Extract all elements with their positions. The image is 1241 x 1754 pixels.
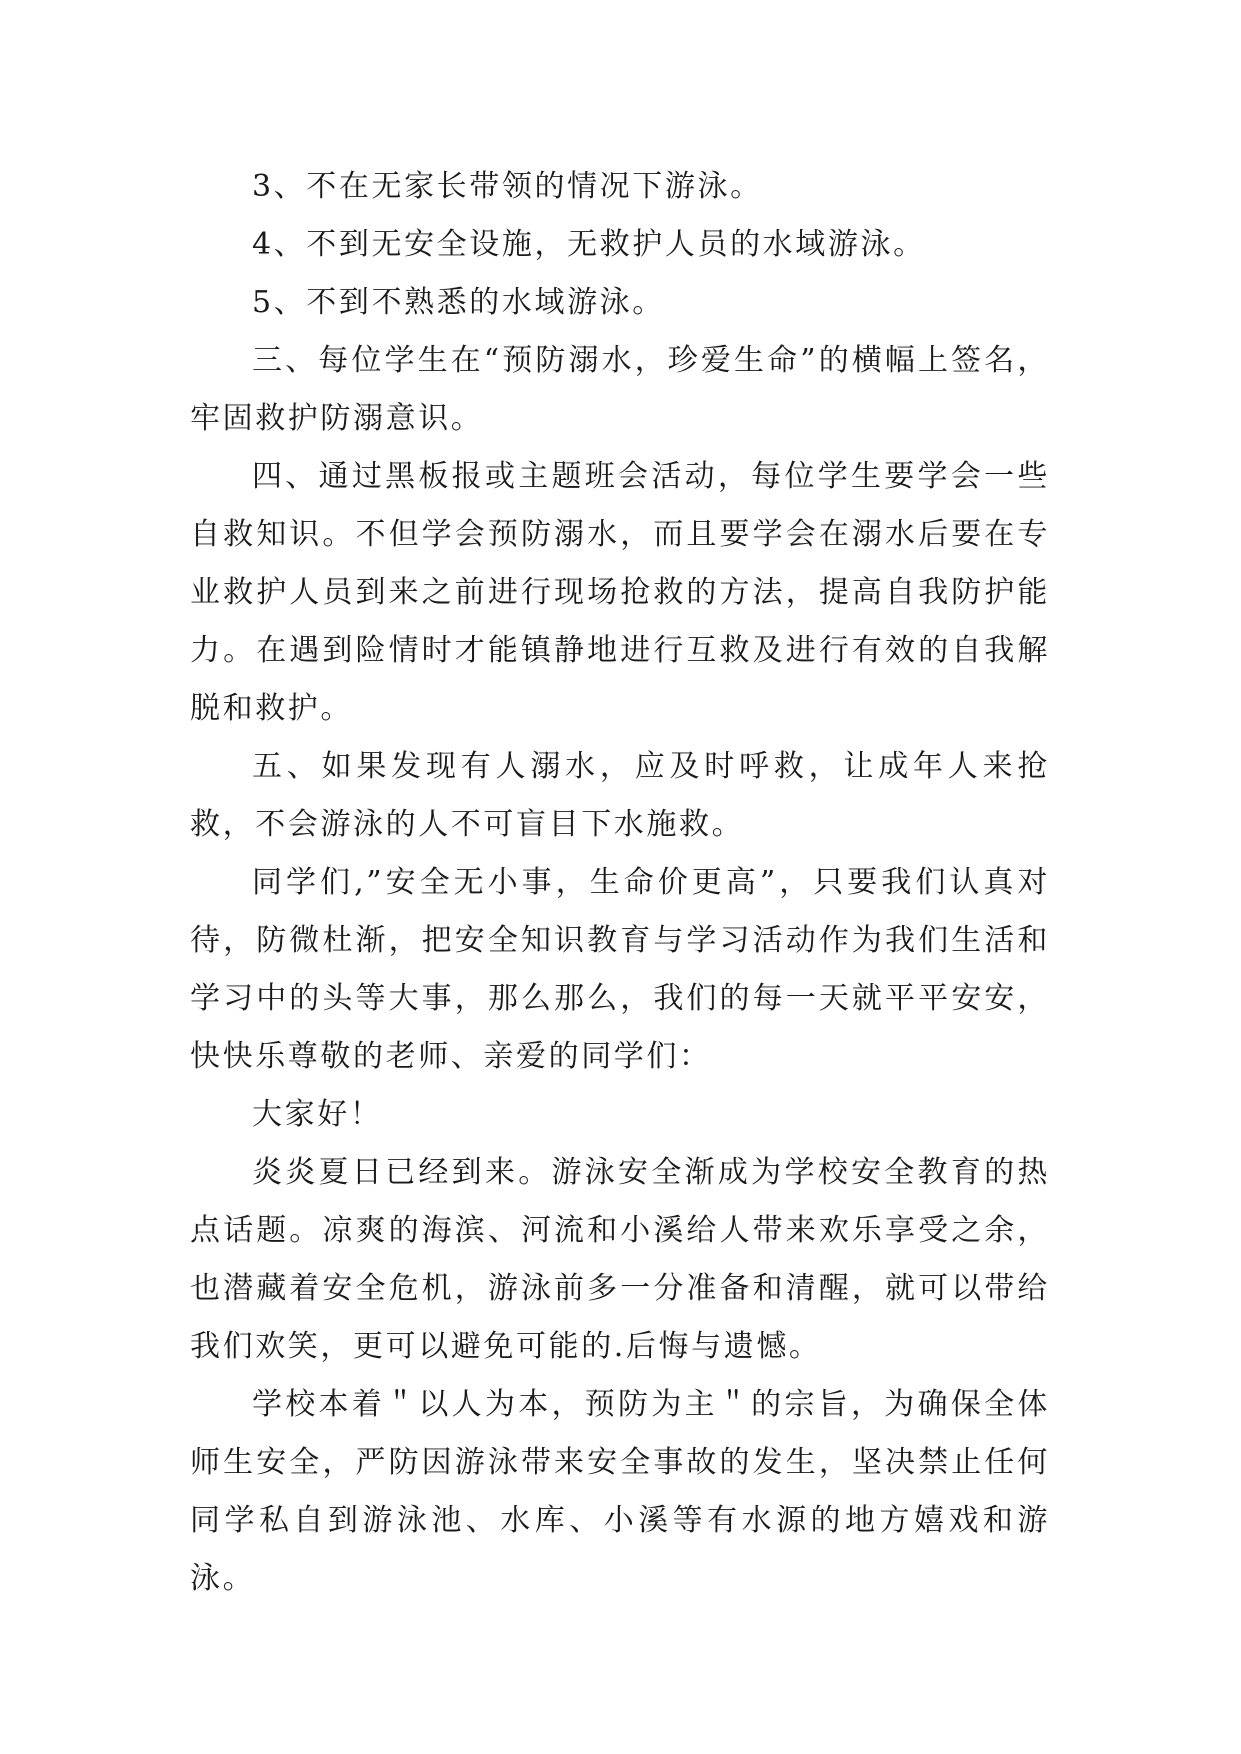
paragraph-section-3: 三、每位学生在“预防溺水，珍爱生命”的横幅上签名，牢固救护防溺意识。 bbox=[190, 343, 1050, 436]
paragraph-rule-4: 4、不到无安全设施，无救护人员的水域游泳。 bbox=[252, 227, 926, 262]
paragraph-greeting: 大家好！ bbox=[252, 1097, 383, 1132]
paragraph-rule-3: 3、不在无家长带领的情况下游泳。 bbox=[252, 169, 763, 204]
paragraph-school-policy: 学校本着＂以人为本，预防为主＂的宗旨，为确保全体师生安全，严防因游泳带来安全事故的发生，坚决禁止任何同学私自到游泳池、水库、小溪等有水源的地方嬉戏和游泳。 bbox=[190, 1387, 1050, 1596]
paragraph-section-5: 五、如果发现有人溺水，应及时呼救，让成年人来抢救，不会游泳的人不可盲目下水施救。 bbox=[190, 749, 1050, 842]
paragraph-section-4: 四、通过黑板报或主题班会活动，每位学生要学会一些自救知识。不但学会预防溺水，而且要学会在溺水后要在专业救护人员到来之前进行现场抢救的方法，提高自我防护能力。在遇到险情时才能镇静地进行互救及进行有效的自我解脱和救护。 bbox=[190, 459, 1050, 726]
document-body bbox=[190, 158, 1050, 1608]
paragraph-closing: 同学们,”安全无小事，生命价更高”，只要我们认真对待，防微杜渐，把安全知识教育与学习活动作为我们生活和学习中的头等大事，那么那么，我们的每一天就平平安安，快快乐尊敬的老师、亲爱的同学们： bbox=[190, 865, 1050, 1074]
paragraph-rule-5: 5、不到不熟悉的水域游泳。 bbox=[252, 285, 665, 320]
paragraph-summer-intro: 炎炎夏日已经到来。游泳安全渐成为学校安全教育的热点话题。凉爽的海滨、河流和小溪给人带来欢乐享受之余，也潜藏着安全危机，游泳前多一分准备和清醒，就可以带给我们欢笑，更可以避免可能的.后悔与遗憾。 bbox=[190, 1155, 1050, 1364]
